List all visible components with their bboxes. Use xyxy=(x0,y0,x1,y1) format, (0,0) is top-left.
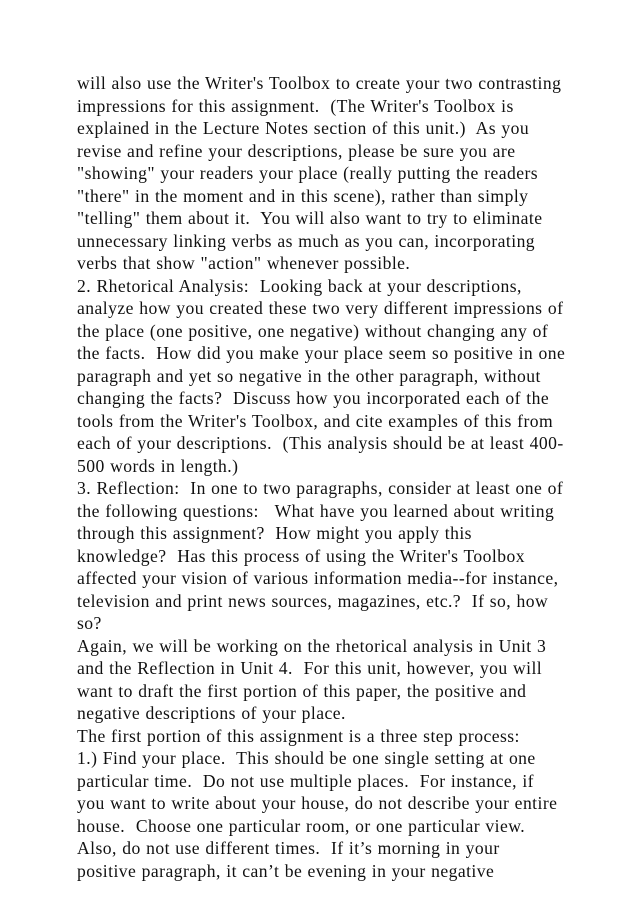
text-line: "telling" them about it. You will also want to try to eliminate xyxy=(77,208,543,228)
document-body xyxy=(77,72,577,882)
text-line: tools from the Writer's Toolbox, and cite examples of this from xyxy=(77,410,554,431)
text-line: affected your vision of various information media--for instance, xyxy=(77,568,559,588)
text-line: the following questions: What have you learned about writing xyxy=(77,500,555,521)
text-line: verbs that show "action" whenever possible. xyxy=(77,253,411,273)
text-line: paragraph and yet so negative in the other paragraph, without xyxy=(77,365,541,386)
text-line: television and print news sources, magazines, etc.? If so, how xyxy=(77,590,549,611)
text-line: house. Choose one particular room, or one particular view. xyxy=(77,815,526,836)
text-line: revise and refine your descriptions, please be sure you are xyxy=(77,140,516,161)
text-line: you want to write about your house, do not describe your entire xyxy=(77,793,558,813)
text-line: explained in the Lecture Notes section of this unit.) As you xyxy=(77,118,530,138)
text-line: Again, we will be working on the rhetorical analysis in Unit 3 xyxy=(77,635,547,656)
text-line: "showing" your readers your place (really putting the readers xyxy=(77,163,539,183)
text-line: the facts. How did you make your place seem so positive in one xyxy=(77,343,566,363)
text-line: analyze how you created these two very different impressions of xyxy=(77,298,564,318)
text-line: negative descriptions of your place. xyxy=(77,703,346,723)
text-line: and the Reflection in Unit 4. For this unit, however, you will xyxy=(77,658,543,678)
text-line: "there" in the moment and in this scene), rather than simply xyxy=(77,185,529,206)
text-line: through this assignment? How might you apply this xyxy=(77,523,472,543)
text-line: each of your descriptions. (This analysis should be at least 400- xyxy=(77,433,564,453)
text-line: 1.) Find your place. This should be one single setting at one xyxy=(77,748,536,768)
text-line: unnecessary linking verbs as much as you can, incorporating xyxy=(77,230,536,251)
text-line: 3. Reflection: In one to two paragraphs, consider at least one of xyxy=(77,478,564,498)
text-line: The first portion of this assignment is a three step process: xyxy=(77,725,520,746)
text-line: knowledge? Has this process of using the Writer's Toolbox xyxy=(77,545,525,566)
text-line: 2. Rhetorical Analysis: Looking back at your descriptions, xyxy=(77,275,522,296)
text-line: positive paragraph, it can’t be evening in your negative xyxy=(77,860,495,881)
text-line: particular time. Do not use multiple places. For instance, if xyxy=(77,770,534,791)
text-line: want to draft the first portion of this paper, the positive and xyxy=(77,680,527,701)
text-line: 500 words in length.) xyxy=(77,455,239,476)
text-line: impressions for this assignment. (The Writer's Toolbox is xyxy=(77,95,514,116)
text-line: the place (one positive, one negative) without changing any of xyxy=(77,320,549,341)
text-line: changing the facts? Discuss how you incorporated each of the xyxy=(77,388,550,408)
text-line: will also use the Writer's Toolbox to create your two contrasting xyxy=(77,73,562,93)
text-line: Also, do not use different times. If it’s morning in your xyxy=(77,838,500,858)
text-line: so? xyxy=(77,613,102,633)
